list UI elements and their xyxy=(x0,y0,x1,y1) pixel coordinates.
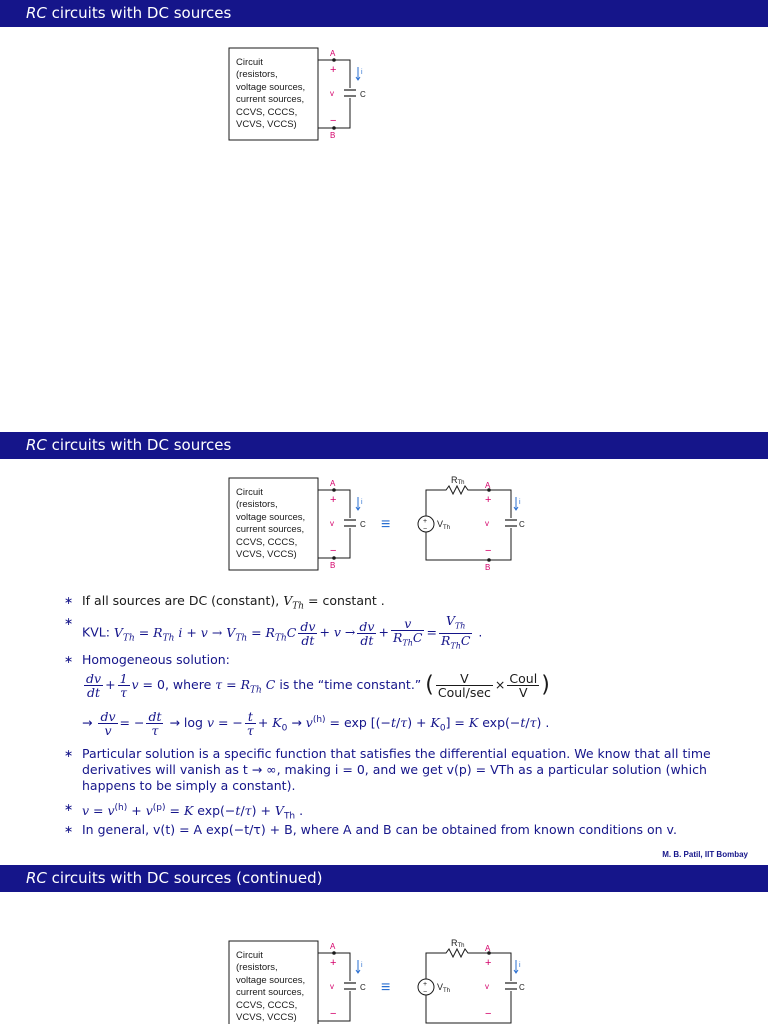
svg-text:+: + xyxy=(423,981,428,988)
svg-text:v: v xyxy=(485,519,489,528)
svg-text:+: + xyxy=(330,494,337,506)
svg-text:CCVS, CCCS,: CCVS, CCCS, xyxy=(236,537,298,548)
minus-sign: − xyxy=(330,115,337,127)
node-b-label: B xyxy=(330,131,336,140)
svg-text:i: i xyxy=(361,499,363,506)
svg-text:Circuit: Circuit xyxy=(236,487,263,498)
box-line: voltage sources, xyxy=(236,82,306,93)
svg-text:A: A xyxy=(330,479,336,488)
circuit-diagram xyxy=(228,476,538,576)
svg-text:C: C xyxy=(360,520,366,529)
svg-text:VCVS, VCCS): VCVS, VCCS) xyxy=(236,1012,297,1023)
v-label: v xyxy=(330,89,334,98)
svg-text:−: − xyxy=(485,545,492,557)
svg-text:RTh: RTh xyxy=(451,939,465,949)
svg-text:current sources,: current sources, xyxy=(236,524,305,535)
slide-title: RC circuits with DC sources (continued) xyxy=(0,865,768,892)
svg-text:C: C xyxy=(519,520,525,529)
svg-text:voltage sources,: voltage sources, xyxy=(236,512,306,523)
footer-credit: M. B. Patil, IIT Bombay xyxy=(662,850,748,859)
svg-text:CCVS, CCCS,: CCVS, CCCS, xyxy=(236,1000,298,1011)
svg-text:+: + xyxy=(330,957,337,969)
svg-text:v: v xyxy=(330,982,334,991)
svg-text:voltage sources,: voltage sources, xyxy=(236,975,306,986)
svg-text:+: + xyxy=(485,957,492,969)
box-line: CCVS, CCCS, xyxy=(236,107,298,118)
svg-text:v: v xyxy=(485,982,489,991)
equivalence-sign: ≡ xyxy=(381,516,391,533)
slide-3 xyxy=(0,865,768,1024)
svg-text:VTh: $V_{Th}$ xyxy=(437,982,451,994)
svg-text:−: − xyxy=(423,989,428,996)
box-line: VCVS, VCCS) xyxy=(236,119,297,130)
box-line: Circuit xyxy=(236,57,263,68)
svg-text:A: A xyxy=(330,942,336,951)
svg-text:≡: ≡ xyxy=(381,979,391,996)
slide-title: RC circuits with DC sources xyxy=(0,0,768,27)
svg-text:−: − xyxy=(485,1008,492,1020)
svg-text:current sources,: current sources, xyxy=(236,987,305,998)
svg-text:(resistors,: (resistors, xyxy=(236,962,278,973)
slide-title: RC circuits with DC sources xyxy=(0,432,768,459)
svg-text:C: C xyxy=(519,983,525,992)
svg-text:−: − xyxy=(423,526,428,533)
svg-text:A: A xyxy=(485,481,491,490)
svg-text:+: + xyxy=(485,494,492,506)
svg-text:v: v xyxy=(330,519,334,528)
circuit-diagram xyxy=(228,46,378,146)
svg-text:i: i xyxy=(519,962,521,969)
svg-text:−: − xyxy=(330,1008,337,1020)
svg-text:i: i xyxy=(519,499,521,506)
slide-1 xyxy=(0,0,768,430)
svg-text:i: i xyxy=(361,69,363,76)
plus-sign: + xyxy=(330,64,337,76)
svg-text:B: B xyxy=(485,563,491,572)
svg-text:+: + xyxy=(423,518,428,525)
svg-text:C: C xyxy=(360,983,366,992)
svg-text:A: A xyxy=(485,944,491,953)
svg-text:RTh: RTh xyxy=(451,476,465,486)
svg-text:VTh: $V_{Th}$ xyxy=(437,519,451,531)
node-a-label: A xyxy=(330,49,336,58)
svg-text:(resistors,: (resistors, xyxy=(236,499,278,510)
circuit-diagram xyxy=(228,939,538,1024)
svg-text:i: i xyxy=(361,962,363,969)
svg-text:C: C xyxy=(360,90,366,99)
svg-text:Circuit: Circuit xyxy=(236,950,263,961)
svg-text:−: − xyxy=(330,545,337,557)
box-line: current sources, xyxy=(236,94,305,105)
svg-text:B: B xyxy=(330,561,336,570)
svg-text:VCVS, VCCS): VCVS, VCCS) xyxy=(236,549,297,560)
box-line: (resistors, xyxy=(236,69,278,80)
